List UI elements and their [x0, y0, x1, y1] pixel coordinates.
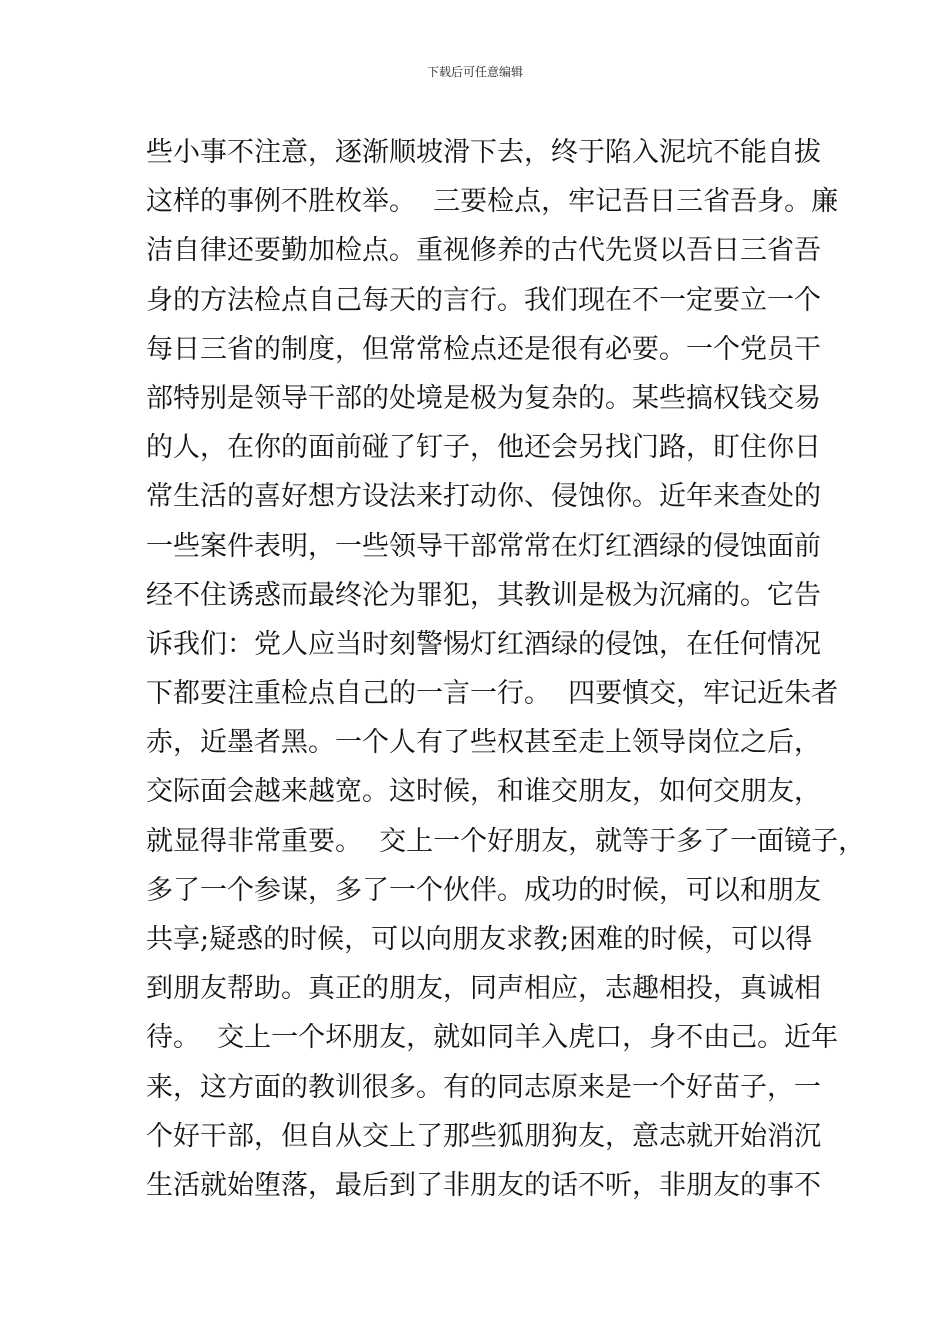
page-header: 下载后可任意编辑: [426, 65, 523, 79]
text-line: 多了一个参谋，多了一个伙伴。成功的时候，可以和朋友: [146, 874, 821, 906]
text-line: 一些案件表明，一些领导干部常常在灯红酒绿的侵蚀面前: [146, 530, 821, 562]
text-line: 这样的事例不胜枚举。 三要检点，牢记吾日三省吾身。廉: [146, 186, 839, 218]
text-line: 洁自律还要勤加检点。重视修养的古代先贤以吾日三省吾: [146, 235, 821, 267]
text-line: 到朋友帮助。真正的朋友，同声相应，志趣相投，真诚相: [146, 973, 821, 1005]
text-line: 身的方法检点自己每天的言行。我们现在不一定要立一个: [146, 284, 821, 316]
text-line: 每日三省的制度，但常常检点还是很有必要。一个党员干: [146, 333, 821, 365]
text-line: 诉我们：党人应当时刻警惕灯红酒绿的侵蚀，在任何情况: [146, 628, 821, 660]
text-line: 的人，在你的面前碰了钉子，他还会另找门路，盯住你日: [146, 432, 821, 464]
text-line: 下都要注重检点自己的一言一行。 四要慎交，牢记近朱者: [146, 678, 839, 710]
text-line: 就显得非常重要。 交上一个好朋友，就等于多了一面镜子，: [146, 825, 866, 857]
text-line: 来，这方面的教训很多。有的同志原来是一个好苗子，一: [146, 1071, 821, 1103]
text-line: 生活就始堕落，最后到了非朋友的话不听，非朋友的事不: [146, 1169, 821, 1201]
text-line: 部特别是领导干部的处境是极为复杂的。某些搞权钱交易: [146, 382, 821, 414]
text-line: 经不住诱惑而最终沦为罪犯，其教训是极为沉痛的。它告: [146, 579, 821, 611]
body-text: [146, 128, 866, 1210]
text-line: 常生活的喜好想方设法来打动你、侵蚀你。近年来查处的: [146, 481, 821, 513]
text-line: 个好干部，但自从交上了那些狐朋狗友，意志就开始消沉: [146, 1120, 821, 1152]
text-line: 交际面会越来越宽。这时候，和谁交朋友，如何交朋友，: [146, 776, 821, 808]
text-line: 些小事不注意，逐渐顺坡滑下去，终于陷入泥坑不能自拔: [146, 137, 821, 168]
text-line: 待。 交上一个坏朋友，就如同羊入虎口，身不由己。近年: [146, 1022, 839, 1054]
text-line: 共享;疑惑的时候，可以向朋友求教;困难的时候，可以得: [146, 924, 813, 955]
text-line: 赤，近墨者黑。一个人有了些权甚至走上领导岗位之后，: [146, 727, 821, 759]
